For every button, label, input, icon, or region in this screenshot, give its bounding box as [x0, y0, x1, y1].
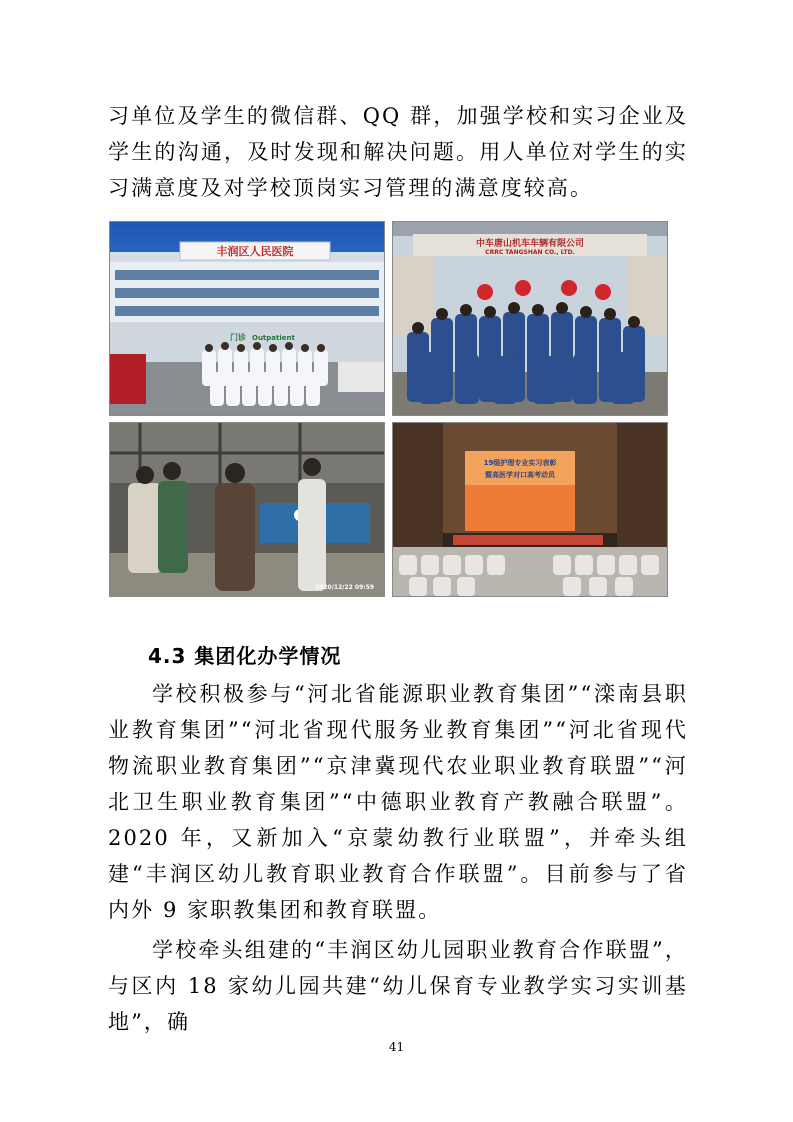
factory-sign-text-en: CRRC TANGSHAN CO., LTD.: [485, 249, 575, 256]
screen-line-1: 19级护理专业实习表彰: [483, 459, 557, 467]
page-number: 41: [388, 1040, 405, 1054]
intro-paragraph: 习单位及学生的微信群、QQ 群，加强学校和实习企业及学生的沟通，及时发现和解决问题。用人单位对学生的实习满意度及对学校顶岗实习管理的满意度较高。: [108, 104, 688, 200]
factory-group-photo: [392, 221, 668, 416]
photo-timestamp: 2020/12/22 09:59: [315, 584, 374, 591]
hospital-staff-photo: [109, 221, 385, 416]
outpatient-sign-text: 门诊: [230, 333, 246, 342]
auditorium-photo: [392, 422, 668, 597]
alliance-paragraph: 学校牵头组建的“丰润区幼儿园职业教育合作联盟”，与区内 18 家幼儿园共建“幼儿保育专业教学实习实训基地”，确: [108, 938, 688, 1034]
screen-line-2: 暨高医学对口高考动员: [485, 471, 555, 479]
factory-sign-text: 中车唐山机车车辆有限公司: [475, 239, 585, 249]
outpatient-sign-text-en: Outpatient: [252, 334, 295, 342]
workshop-photo: [109, 422, 385, 597]
hospital-sign-text: 丰润区人民医院: [216, 245, 294, 258]
group-education-paragraph: 学校积极参与“河北省能源职业教育集团”“滦南县职业教育集团”“河北省现代服务业教育集团”“河北省现代物流职业教育集团”“京津冀现代农业职业教育联盟”“河北卫生职业教育集团”“中德职业教育产教融合联盟”。2020 年，又新加入“京蒙幼教行业联盟”，并牵头组建“丰润区幼儿教育职业教育合作联盟”。目前参与了省内外 9 家职教集团和教育联盟。: [108, 682, 688, 922]
section-heading: 4.3 集团化办学情况: [148, 644, 342, 668]
